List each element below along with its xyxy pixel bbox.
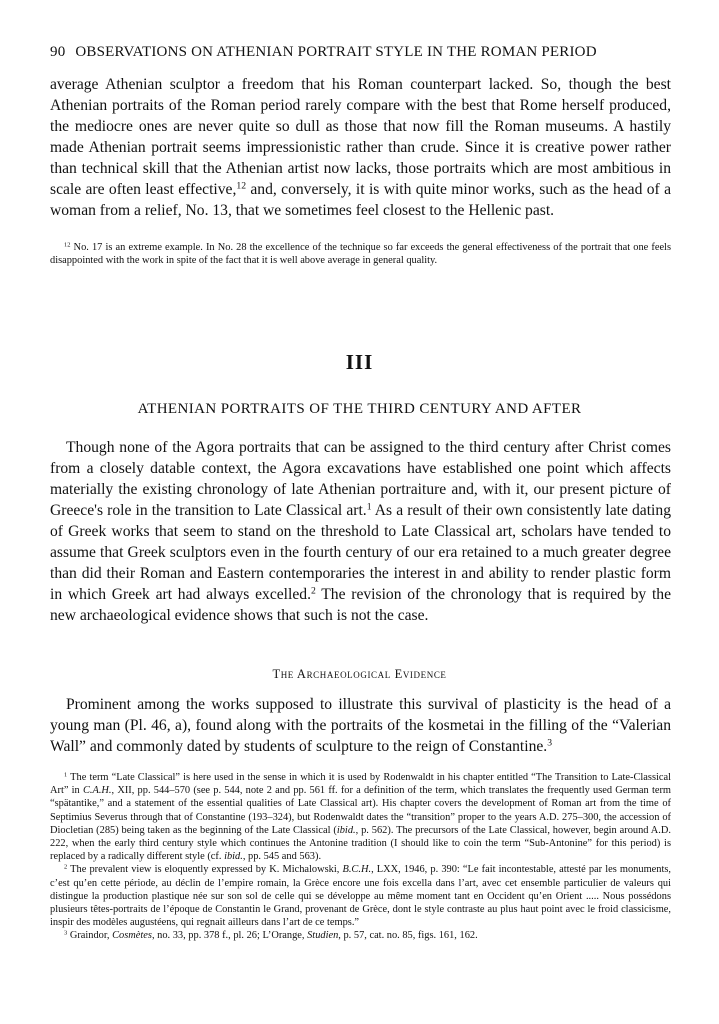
footnote-1-text-a: The term “Late Classical” is here used in the sense in which it is used by Rodenwaldt in his chapter entitled “The Transition to Late-Classical Art” in [50,772,671,797]
evidence-text: Prominent among the works supposed to illustrate this survival of plasticity is the head of a young man (Pl. 46, a), found along with the portraits of the kosmetai in the filling of the “Valerian Wall” and commonly dated by students of sculpture to the reign of Constantine. [50,696,671,755]
footnote-3-studien: Studien [307,930,339,942]
running-header [50,44,671,61]
page-number: 90 [50,44,66,60]
footnote-1-ibid-2: ibid. [224,851,243,863]
footnote-2-text-b: , LXX, 1946, p. 390: “Le fait incontestable, attesté par les monuments, c’est qu’en cette période, au déclin de l’empire romain, la Grèce encore une fois excella dans l’art, avec cet ensemble particulier de valeurs qui distingue la production plastique née sur son sol de celle qui se développe au même moment tant en Occident qu’en Orient ..... Nous possédons plusieurs têtes-portraits de l’époque de Constantin le Grand, provenant de Grèce, dont le style contraste au plus haut point avec le froid classicisme, inspir des modèles augustéens, qui regnait ailleurs dans l’art de ce temps.” [50,864,671,929]
evidence-paragraph [50,694,671,757]
footnote-12-text: No. 17 is an extreme example. In No. 28 the excellence of the technique so far exceeds the general effectiveness of the portrait that one feels disappointed with the work in spite of the fact that it is well above average in general quality. [50,242,671,267]
section-paragraph [50,437,671,626]
footnote-ref-1: 1 [366,501,372,513]
footnote-ref-12: 12 [236,180,247,192]
section-title: ATHENIAN PORTRAITS OF THE THIRD CENTURY AND AFTER [137,401,582,417]
footnote-1-text-b: , XII, pp. 544–570 (see p. 544, note 2 and pp. 561 ff. for a definition of the term, which translates the frequently used German term “spätantike,” and a statement of the essential qualities of Late Classical art). His chapter covers the development of Roman art from the time of Septimius Severus through that of Constantine (193–324), but Rodenwaldt dates the “transition” proper to the years A.D. 275–300, the accession of Diocletian (285) being taken as the beginning of the Late Classical ( [50,785,671,836]
section-text-1: Though none of the Agora portraits that can be assigned to the third century after Christ comes from a closely datable context, the Agora excavations have established one point which affects materially the existing chronology of late Athenian portraiture and, with it, our present picture of Greece's role in the transition to Late Classical art. [50,439,671,519]
footnote-1-number: 1 [64,771,68,779]
footnote-3 [50,929,671,942]
section-text-2: As a result of their own consistently late dating of Greek works that seem to stand on the threshold to Late Classical art, scholars have tended to assume that Greek sculptors even in the fourth century of our era retained to a much greater degree than did their Roman and Eastern contemporaries the interest in and ability to render plastic form in which Greek art had always excelled. [50,502,671,603]
footnote-ref-3: 3 [547,737,553,749]
footnote-2-bch: B.C.H. [342,864,372,876]
footnote-1-ibid-1: ibid. [336,824,356,836]
footnote-12-number: 12 [64,241,71,249]
footnote-12 [50,241,671,267]
intro-paragraph [50,74,671,221]
subsection-title: The Archaeological Evidence [272,667,447,681]
running-title: OBSERVATIONS ON ATHENIAN PORTRAIT STYLE IN THE ROMAN PERIOD [75,44,597,60]
section-text-3: The revision of the chronology that is required by the new archaeological evidence shows that such is not the case. [50,586,671,624]
footnote-3-number: 3 [64,929,68,937]
footnote-2-number: 2 [64,863,68,871]
footnote-1-text-d: , pp. 545 and 563). [242,851,322,863]
footnote-3-text-c: , p. 57, cat. no. 85, figs. 161, 162. [338,930,478,942]
intro-text: average Athenian sculptor a freedom that his Roman counterpart lacked. So, though the best Athenian portraits of the Roman period rarely compare with the best that Rome herself produced, the mediocre ones are never quite so dull as those that now fill the Roman museums. A hastily made Athenian portrait seems impressionistic rather than crude. Since it is creative power rather than technical skill that the Athenian artist now lacks, those portraits which are most ambitious in scale are often least effective, [50,76,671,198]
footnote-2 [50,863,671,929]
section-number: III [345,350,374,374]
intro-text-continued: and, conversely, it is with quite minor works, such as the head of a woman from a relief, No. 13, that we sometimes feel closest to the Hellenic past. [50,181,671,219]
footnote-1-text-c: , p. 562). The precursors of the Late Classical, however, begin around A.D. 222, when the early third century style which continues the Antonine tradition (I should like to coin the term “Sub-Antonine” for this period) is replaced by a radically different style (cf. [50,824,671,863]
footnote-3-cosmetes: Cosmètes [112,930,152,942]
footnote-2-text-a: The prevalent view is eloquently expressed by K. Michalowski, [67,864,343,876]
footnote-3-text-b: , no. 33, pp. 378 f., pl. 26; L’Orange, [151,930,308,942]
footnote-1 [50,771,671,863]
footnotes-block [50,771,671,943]
footnote-12-block [50,241,671,267]
footnote-1-cah: C.A.H. [82,785,112,797]
footnote-ref-2: 2 [310,585,316,597]
footnote-3-text-a: Graindor, [67,930,113,942]
